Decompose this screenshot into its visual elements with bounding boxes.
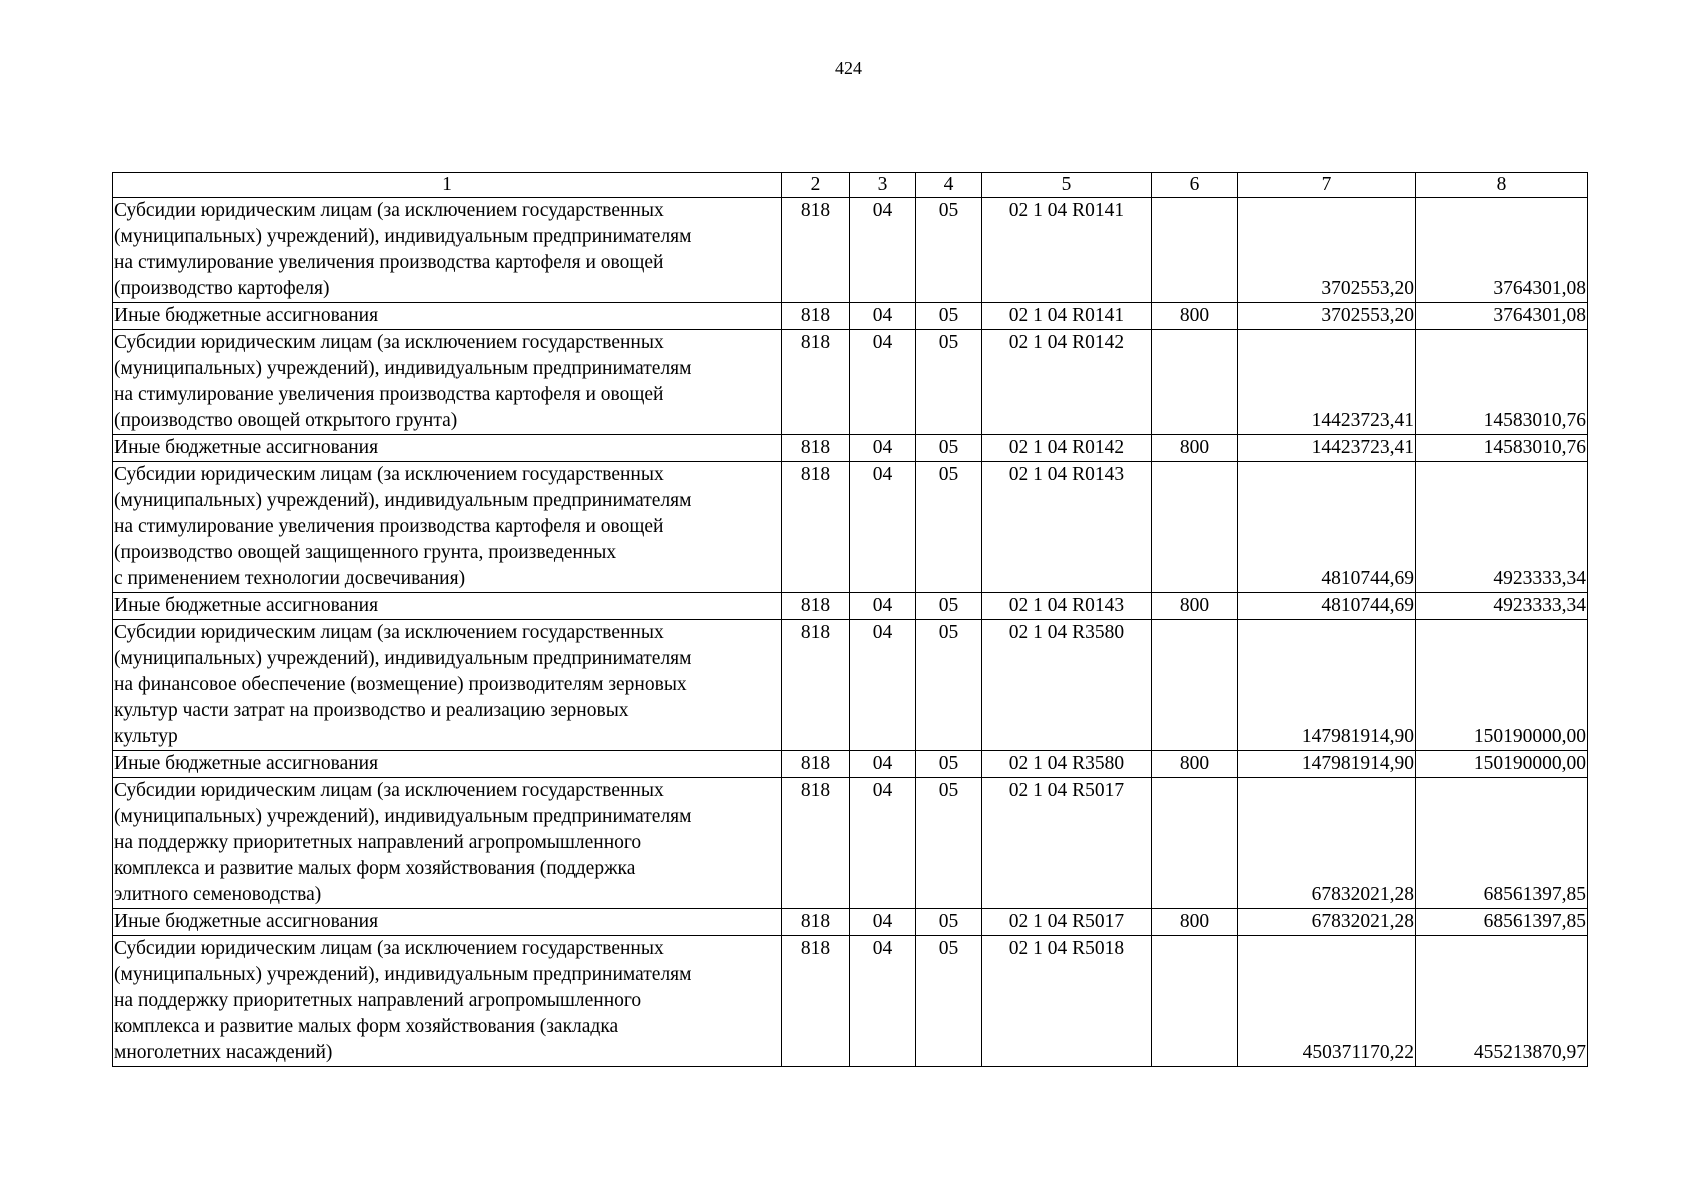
target-article-code: 02 1 04 R0141 [982, 303, 1152, 330]
description-line: комплекса и развитие малых форм хозяйствования (закладка [114, 1016, 619, 1037]
target-article-code: 02 1 04 R0143 [982, 462, 1152, 593]
row-description [113, 303, 782, 330]
expense-type-code: 800 [1152, 751, 1238, 778]
row-description [113, 462, 782, 593]
description-line: Субсидии юридическим лицам (за исключением государственных [114, 938, 664, 959]
description-line: (муниципальных) учреждений), индивидуальным предпринимателям [114, 964, 692, 985]
row-description [113, 936, 782, 1067]
table-row [113, 909, 1588, 936]
ministry-code: 818 [782, 778, 850, 909]
description-line: (муниципальных) учреждений), индивидуальным предпринимателям [114, 490, 692, 511]
subsection-code: 05 [916, 751, 982, 778]
subsection-code: 05 [916, 778, 982, 909]
section-code: 04 [850, 909, 916, 936]
amount-year-1: 4810744,69 [1238, 462, 1416, 593]
description-line: комплекса и развитие малых форм хозяйствования (поддержка [114, 858, 636, 879]
column-header: 1 [113, 173, 782, 198]
amount-year-1: 3702553,20 [1238, 303, 1416, 330]
target-article-code: 02 1 04 R3580 [982, 751, 1152, 778]
description-line: Субсидии юридическим лицам (за исключением государственных [114, 622, 664, 643]
description-line: на поддержку приоритетных направлений агропромышленного [114, 990, 642, 1011]
table-row [113, 751, 1588, 778]
description-line: (муниципальных) учреждений), индивидуальным предпринимателям [114, 358, 692, 379]
description-line: Иные бюджетные ассигнования [114, 753, 379, 774]
description-line: культур [114, 726, 178, 747]
table-row [113, 330, 1588, 435]
target-article-code: 02 1 04 R5018 [982, 936, 1152, 1067]
expense-type-code [1152, 778, 1238, 909]
row-description [113, 435, 782, 462]
subsection-code: 05 [916, 620, 982, 751]
description-line: на стимулирование увеличения производства картофеля и овощей [114, 384, 664, 405]
amount-year-1: 67832021,28 [1238, 778, 1416, 909]
table-row [113, 303, 1588, 330]
section-code: 04 [850, 198, 916, 303]
description-line: (производство овощей открытого грунта) [114, 410, 458, 431]
subsection-code: 05 [916, 303, 982, 330]
table-row [113, 435, 1588, 462]
table-row [113, 593, 1588, 620]
section-code: 04 [850, 751, 916, 778]
description-line: (производство овощей защищенного грунта, произведенных [114, 542, 617, 563]
amount-year-1: 147981914,90 [1238, 620, 1416, 751]
amount-year-1: 450371170,22 [1238, 936, 1416, 1067]
table-row [113, 198, 1588, 303]
amount-year-2: 14583010,76 [1416, 435, 1588, 462]
section-code: 04 [850, 435, 916, 462]
amount-year-1: 147981914,90 [1238, 751, 1416, 778]
subsection-code: 05 [916, 909, 982, 936]
subsection-code: 05 [916, 198, 982, 303]
page-number: 424 [835, 58, 862, 78]
ministry-code: 818 [782, 620, 850, 751]
amount-year-2: 3764301,08 [1416, 198, 1588, 303]
table-row [113, 936, 1588, 1067]
expense-type-code: 800 [1152, 303, 1238, 330]
subsection-code: 05 [916, 330, 982, 435]
column-header: 2 [782, 173, 850, 198]
column-header: 6 [1152, 173, 1238, 198]
expense-type-code [1152, 620, 1238, 751]
section-code: 04 [850, 620, 916, 751]
amount-year-2: 455213870,97 [1416, 936, 1588, 1067]
expense-type-code: 800 [1152, 435, 1238, 462]
description-line: Субсидии юридическим лицам (за исключением государственных [114, 332, 664, 353]
description-line: (муниципальных) учреждений), индивидуальным предпринимателям [114, 806, 692, 827]
description-line: на стимулирование увеличения производства картофеля и овощей [114, 252, 664, 273]
subsection-code: 05 [916, 462, 982, 593]
expense-type-code: 800 [1152, 909, 1238, 936]
ministry-code: 818 [782, 751, 850, 778]
expense-type-code [1152, 462, 1238, 593]
expense-type-code [1152, 198, 1238, 303]
section-code: 04 [850, 303, 916, 330]
amount-year-1: 67832021,28 [1238, 909, 1416, 936]
target-article-code: 02 1 04 R0142 [982, 435, 1152, 462]
row-description [113, 751, 782, 778]
amount-year-2: 3764301,08 [1416, 303, 1588, 330]
table-row [113, 620, 1588, 751]
row-description [113, 909, 782, 936]
expense-type-code [1152, 936, 1238, 1067]
column-header: 5 [982, 173, 1152, 198]
description-line: Субсидии юридическим лицам (за исключением государственных [114, 200, 664, 221]
description-line: (муниципальных) учреждений), индивидуальным предпринимателям [114, 226, 692, 247]
description-line: на финансовое обеспечение (возмещение) производителям зерновых [114, 674, 687, 695]
description-line: культур части затрат на производство и реализацию зерновых [114, 700, 629, 721]
target-article-code: 02 1 04 R0142 [982, 330, 1152, 435]
description-line: Субсидии юридическим лицам (за исключением государственных [114, 464, 664, 485]
description-line: Иные бюджетные ассигнования [114, 305, 379, 326]
column-header: 4 [916, 173, 982, 198]
target-article-code: 02 1 04 R5017 [982, 909, 1152, 936]
column-header: 7 [1238, 173, 1416, 198]
ministry-code: 818 [782, 593, 850, 620]
description-line: (муниципальных) учреждений), индивидуальным предпринимателям [114, 648, 692, 669]
section-code: 04 [850, 936, 916, 1067]
ministry-code: 818 [782, 330, 850, 435]
amount-year-2: 150190000,00 [1416, 620, 1588, 751]
amount-year-2: 150190000,00 [1416, 751, 1588, 778]
row-description [113, 778, 782, 909]
section-code: 04 [850, 593, 916, 620]
description-line: на поддержку приоритетных направлений агропромышленного [114, 832, 642, 853]
amount-year-2: 68561397,85 [1416, 778, 1588, 909]
subsection-code: 05 [916, 435, 982, 462]
target-article-code: 02 1 04 R0143 [982, 593, 1152, 620]
table-row [113, 462, 1588, 593]
row-description [113, 593, 782, 620]
amount-year-1: 4810744,69 [1238, 593, 1416, 620]
section-code: 04 [850, 330, 916, 435]
ministry-code: 818 [782, 435, 850, 462]
amount-year-1: 14423723,41 [1238, 435, 1416, 462]
target-article-code: 02 1 04 R5017 [982, 778, 1152, 909]
description-line: Иные бюджетные ассигнования [114, 911, 379, 932]
ministry-code: 818 [782, 936, 850, 1067]
section-code: 04 [850, 778, 916, 909]
subsection-code: 05 [916, 936, 982, 1067]
ministry-code: 818 [782, 909, 850, 936]
description-line: Субсидии юридическим лицам (за исключением государственных [114, 780, 664, 801]
table-header-row [113, 173, 1588, 198]
ministry-code: 818 [782, 303, 850, 330]
subsection-code: 05 [916, 593, 982, 620]
description-line: Иные бюджетные ассигнования [114, 437, 379, 458]
column-header: 8 [1416, 173, 1588, 198]
ministry-code: 818 [782, 198, 850, 303]
row-description [113, 620, 782, 751]
budget-table [112, 172, 1588, 1067]
description-line: на стимулирование увеличения производства картофеля и овощей [114, 516, 664, 537]
ministry-code: 818 [782, 462, 850, 593]
amount-year-1: 14423723,41 [1238, 330, 1416, 435]
amount-year-2: 14583010,76 [1416, 330, 1588, 435]
amount-year-2: 68561397,85 [1416, 909, 1588, 936]
expense-type-code [1152, 330, 1238, 435]
amount-year-2: 4923333,34 [1416, 593, 1588, 620]
target-article-code: 02 1 04 R0141 [982, 198, 1152, 303]
description-line: Иные бюджетные ассигнования [114, 595, 379, 616]
amount-year-2: 4923333,34 [1416, 462, 1588, 593]
row-description [113, 330, 782, 435]
amount-year-1: 3702553,20 [1238, 198, 1416, 303]
expense-type-code: 800 [1152, 593, 1238, 620]
description-line: с применением технологии досвечивания) [114, 568, 466, 589]
table-row [113, 778, 1588, 909]
description-line: (производство картофеля) [114, 278, 330, 299]
description-line: многолетних насаждений) [114, 1042, 333, 1063]
column-header: 3 [850, 173, 916, 198]
section-code: 04 [850, 462, 916, 593]
description-line: элитного семеноводства) [114, 884, 322, 905]
row-description [113, 198, 782, 303]
target-article-code: 02 1 04 R3580 [982, 620, 1152, 751]
